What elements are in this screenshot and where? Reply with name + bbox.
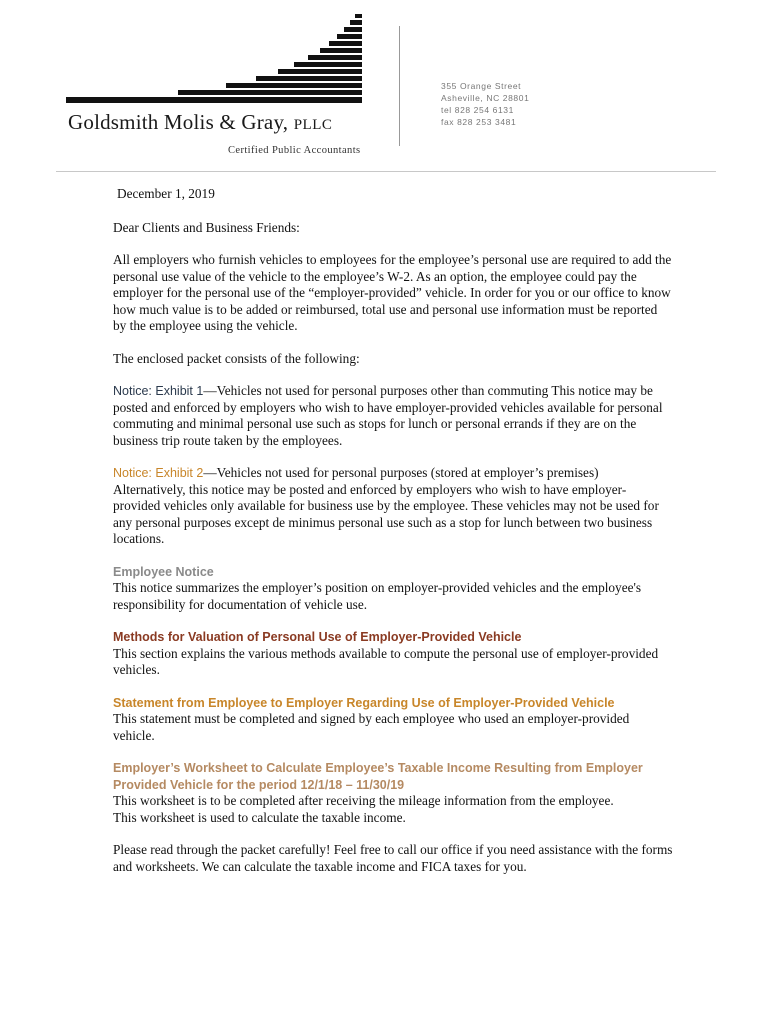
letter-body — [113, 186, 673, 891]
firm-logo-graphic — [66, 14, 366, 109]
address-line: 355 Orange Street — [441, 81, 522, 91]
section-employer-worksheet — [113, 760, 673, 826]
section-exhibit-1 — [113, 383, 673, 449]
section-text-line: This worksheet is used to calculate the taxable income. — [113, 809, 406, 825]
section-valuation-methods — [113, 629, 673, 679]
section-exhibit-2 — [113, 465, 673, 548]
section-text: —Vehicles not used for personal purposes other than commuting This notice may be posted and enforced by employers who wish to have employer-provided vehicles available for personal commuting and minimal personal use such as stops for lunch or personal errands if they are on the business trip route taken by the employees. — [113, 383, 663, 448]
firm-suffix: PLLC — [293, 117, 333, 133]
section-text: —Vehicles not used for personal purposes (stored at employer’s premises) Alternatively, this notice may be posted and enforced by employers who wish to have employer-provided vehicles only available for business use by the employee. These vehicles may not be used for any personal purposes except de minimus personal use such as a stop for lunch between two business locations. — [113, 465, 659, 546]
section-heading: Statement from Employee to Employer Regarding Use of Employer-Provided Vehicle — [113, 695, 615, 710]
firm-name: Goldsmith Molis & Gray, PLLC — [68, 110, 333, 134]
letter-date: December 1, 2019 — [117, 186, 215, 201]
section-heading: Methods for Valuation of Personal Use of Employer-Provided Vehicle — [113, 630, 522, 644]
section-employee-statement — [113, 695, 673, 745]
intro-paragraph: All employers who furnish vehicles to employees for the employee’s personal use are required to add the personal use value of the vehicle to the employee’s W-2. As an option, the employee could pay the employer for the personal use of the “employer-provided” vehicle. In order for you or our office to know how much value is to be added or reimbursed, total use and personal use information must be reported by the employee using the vehicle. — [113, 252, 672, 333]
section-heading: Notice: Exhibit 2 — [113, 466, 204, 480]
section-text: This section explains the various methods available to compute the personal use of employer-provided vehicles. — [113, 645, 659, 677]
closing-paragraph: Please read through the packet carefully! Feel free to call our office if you need assistance with the forms and worksheets. We can calculate the taxable income and FICA taxes for you. — [113, 842, 673, 874]
letterhead-divider — [399, 26, 400, 146]
section-heading: Employee Notice — [113, 564, 214, 579]
section-text: This notice summarizes the employer’s position on employer-provided vehicles and the employee's responsibility for documentation of vehicle use. — [113, 580, 642, 612]
section-text: This statement must be completed and signed by each employee who used an employer-provided vehicle. — [113, 711, 630, 743]
firm-address — [441, 80, 529, 128]
header-rule — [56, 171, 716, 172]
salutation: Dear Clients and Business Friends: — [113, 219, 300, 235]
firm-tagline: Certified Public Accountants — [228, 145, 361, 156]
section-heading: Employer’s Worksheet to Calculate Employee’s Taxable Income Resulting from Employer Provided Vehicle for the period 12/1/18 – 11/30/19 — [113, 761, 643, 792]
packet-intro: The enclosed packet consists of the following: — [113, 350, 360, 366]
address-line: Asheville, NC 28801 — [441, 93, 530, 103]
letterhead — [0, 0, 770, 172]
address-line: tel 828 254 6131 — [441, 105, 514, 115]
section-heading: Notice: Exhibit 1 — [113, 384, 204, 398]
section-employee-notice — [113, 564, 673, 614]
address-line: fax 828 253 3481 — [441, 117, 517, 127]
section-text-line: This worksheet is to be completed after receiving the mileage information from the employee. — [113, 793, 614, 808]
